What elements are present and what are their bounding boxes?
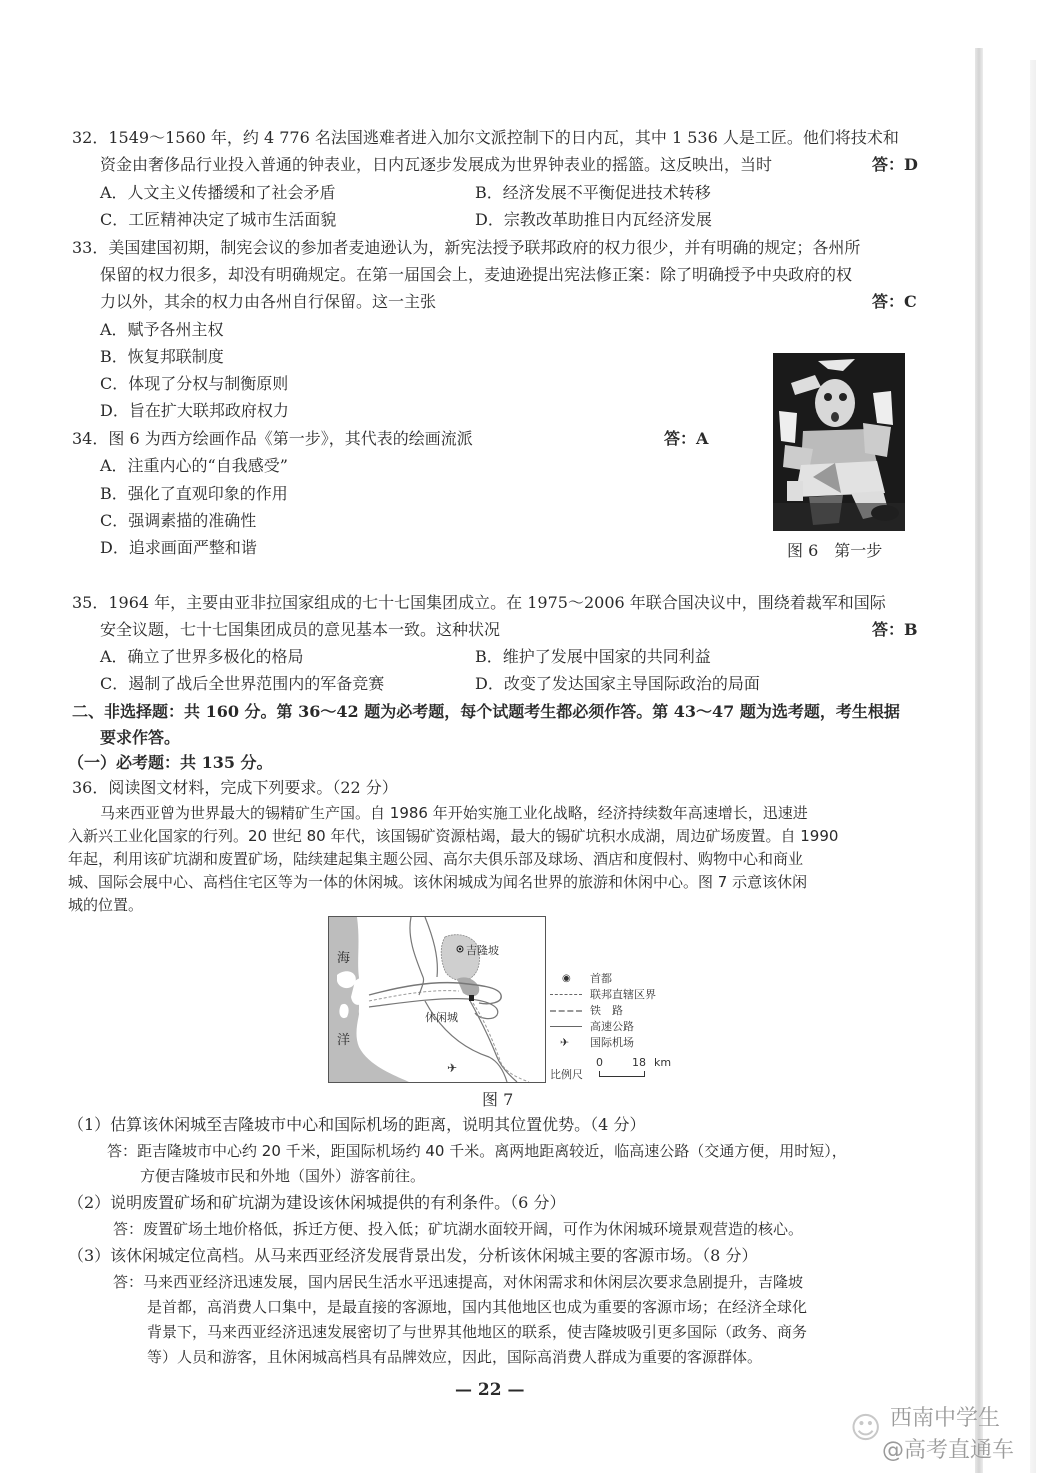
option-b: B．强化了直观印象的作用 xyxy=(100,484,288,503)
subsection-title: （一）必考题：共 135 分。 xyxy=(68,753,273,772)
answer-label: 答：A xyxy=(664,429,709,448)
option-c: C．强调素描的准确性 xyxy=(100,511,257,530)
option-b: B．经济发展不平衡促进技术转移 xyxy=(475,183,711,202)
option-d: D．宗教改革助推日内瓦经济发展 xyxy=(475,210,712,229)
scale-bar-icon xyxy=(599,1071,645,1077)
page-edge-shadow xyxy=(975,48,983,1473)
sub-answer-3: 等）人员和游客，且休闲城高档具有品牌效应，因此，国际高消费人群成为重要的客源群体。 xyxy=(147,1348,763,1366)
map-scale-bar xyxy=(550,1056,690,1084)
sub-answer-3: 是首都，高消费人口集中，是最直接的客源地，国内其他地区也成为重要的客源市场；在经济全球化 xyxy=(147,1298,808,1316)
answer-label: 答：D xyxy=(872,155,918,174)
option-a: A．注重内心的“自我感受” xyxy=(100,456,288,475)
dashed-boundary-icon xyxy=(550,994,582,995)
option-c: C．工匠精神决定了城市生活面貌 xyxy=(100,210,337,229)
leisure-city-label: 休闲城 xyxy=(425,1011,458,1024)
question-text: 保留的权力很多，却没有明确规定。在第一届国会上，麦迪逊提出宪法修正案：除了明确授予中央政府的权 xyxy=(100,265,853,284)
page-number: — 22 — xyxy=(455,1380,525,1400)
question-text: 力以外，其余的权力由各州自行保留。这一主张 xyxy=(100,292,437,311)
weibo-logo-icon: ☺ xyxy=(850,1411,882,1446)
question-text: 安全议题，七十七国集团成员的意见基本一致。这种状况 xyxy=(100,620,501,639)
sub-question-1: （1）估算该休闲城至吉隆坡市中心和国际机场的距离，说明其位置优势。（4 分） xyxy=(68,1115,646,1134)
watermark-name: 西南中学生 xyxy=(890,1406,1001,1431)
figure-7-caption: 图 7 xyxy=(482,1090,514,1109)
question-title: 36．阅读图文材料，完成下列要求。（22 分） xyxy=(72,778,398,797)
material-text: 马来西亚曾为世界最大的锡精矿生产国。自 1986 年开始实施工业化战略，经济持续数年高速增长，迅速进 xyxy=(100,804,808,822)
railway-icon xyxy=(550,1010,582,1012)
section-title: 二、非选择题：共 160 分。第 36～42 题为必考题，每个试题考生都必须作答。第 43～47 题为选考题，考生根据 xyxy=(72,702,900,721)
material-text: 城、国际会展中心、高档住宅区等为一体的休闲城。该休闲城成为闻名世界的旅游和休闲中心。图 7 示意该休闲 xyxy=(68,873,808,891)
watermark-handle: @高考直通车 xyxy=(882,1438,1015,1463)
answer-label: 答：C xyxy=(872,292,917,311)
sub-answer-3: 背景下，马来西亚经济迅速发展密切了与世界其他地区的联系，使吉隆坡吸引更多国际（政务、商务 xyxy=(147,1323,808,1341)
question-text: 35．1964 年，主要由亚非拉国家组成的七十七国集团成立。在 1975～2006 年联合国决议中，围绕着裁军和国际 xyxy=(72,593,886,612)
sub-answer-1: 答：距吉隆坡市中心约 20 千米，距国际机场约 40 千米。离两地距离较近，临高速公路（交通方便，用时短）， xyxy=(107,1142,847,1160)
option-a: A．赋予各州主权 xyxy=(100,320,224,339)
cubist-painting-figure xyxy=(773,353,905,531)
svg-text:✈: ✈ xyxy=(447,1061,458,1075)
capital-label: 吉隆坡 xyxy=(466,944,499,957)
question-text: 33．美国建国初期，制宪会议的参加者麦迪逊认为，新宪法授予联邦政府的权力很少，并有明确的规定；各州所 xyxy=(72,238,861,257)
highway-icon xyxy=(550,1026,582,1027)
scale-value: 18 xyxy=(632,1056,646,1069)
section-title: 要求作答。 xyxy=(100,728,181,747)
answer-label: 答：B xyxy=(872,620,918,639)
sub-answer-3: 答：马来西亚经济迅速发展，国内居民生活水平迅速提高，对休闲需求和休闲层次要求急剧提升，吉隆坡 xyxy=(113,1273,804,1291)
scale-label: 比例尺 xyxy=(550,1068,583,1081)
sub-answer-2: 答：废置矿场土地价格低，拆迁方便、投入低；矿坑湖水面较开阔，可作为休闲城环境景观营造的核心。 xyxy=(113,1220,804,1238)
figure-7-map xyxy=(328,916,546,1083)
sea-label: 海 xyxy=(337,951,351,966)
option-b: B．维护了发展中国家的共同利益 xyxy=(475,647,711,666)
sea-label: 洋 xyxy=(337,1033,351,1048)
question-text: 34．图 6 为西方绘画作品《第一步》，其代表的绘画流派 xyxy=(72,429,473,448)
option-d: D．追求画面严整和谐 xyxy=(100,538,257,557)
map-drawing xyxy=(329,917,545,1082)
option-c: C．遏制了战后全世界范围内的军备竞赛 xyxy=(100,674,385,693)
material-text: 年起，利用该矿坑湖和废置矿场，陆续建起集主题公园、高尔夫俱乐部及球场、酒店和度假村、购物中心和商业 xyxy=(68,850,804,868)
page-edge-shadow xyxy=(1030,60,1036,1473)
capital-dot-icon: ◉ xyxy=(562,973,571,984)
figure-6-caption: 图 6 第一步 xyxy=(787,541,883,560)
sub-answer-1: 方便吉隆坡市民和外地（国外）游客前往。 xyxy=(140,1167,426,1185)
option-d: D．改变了发达国家主导国际政治的局面 xyxy=(475,674,760,693)
scale-unit: km xyxy=(654,1056,672,1069)
sub-question-2: （2）说明废置矿场和矿坑湖为建设该休闲城提供的有利条件。（6 分） xyxy=(68,1193,566,1212)
question-text: 32．1549～1560 年，约 4 776 名法国逃难者进入加尔文派控制下的日内瓦，其中 1 536 人是工匠。他们将技术和 xyxy=(72,128,899,147)
option-a: A．确立了世界多极化的格局 xyxy=(100,647,304,666)
option-b: B．恢复邦联制度 xyxy=(100,347,224,366)
material-text: 入新兴工业化国家的行列。20 世纪 80 年代，该国锡矿资源枯竭，最大的锡矿坑积水成湖，周边矿场废置。自 1990 xyxy=(68,827,839,845)
sub-question-3: （3）该休闲城定位高档。从马来西亚经济发展背景出发，分析该休闲城主要的客源市场。（8 分） xyxy=(68,1246,758,1265)
option-c: C．体现了分权与制衡原则 xyxy=(100,374,289,393)
option-d: D．旨在扩大联邦政府权力 xyxy=(100,401,289,420)
option-a: A．人文主义传播缓和了社会矛盾 xyxy=(100,183,336,202)
scale-zero: 0 xyxy=(596,1056,603,1069)
material-text: 城的位置。 xyxy=(68,896,144,914)
question-text: 资金由奢侈品行业投入普通的钟表业，日内瓦逐步发展成为世界钟表业的摇篮。这反映出，当时 xyxy=(100,155,773,174)
painting-first-step-image xyxy=(773,353,905,531)
airplane-icon: ✈ xyxy=(560,1036,570,1049)
